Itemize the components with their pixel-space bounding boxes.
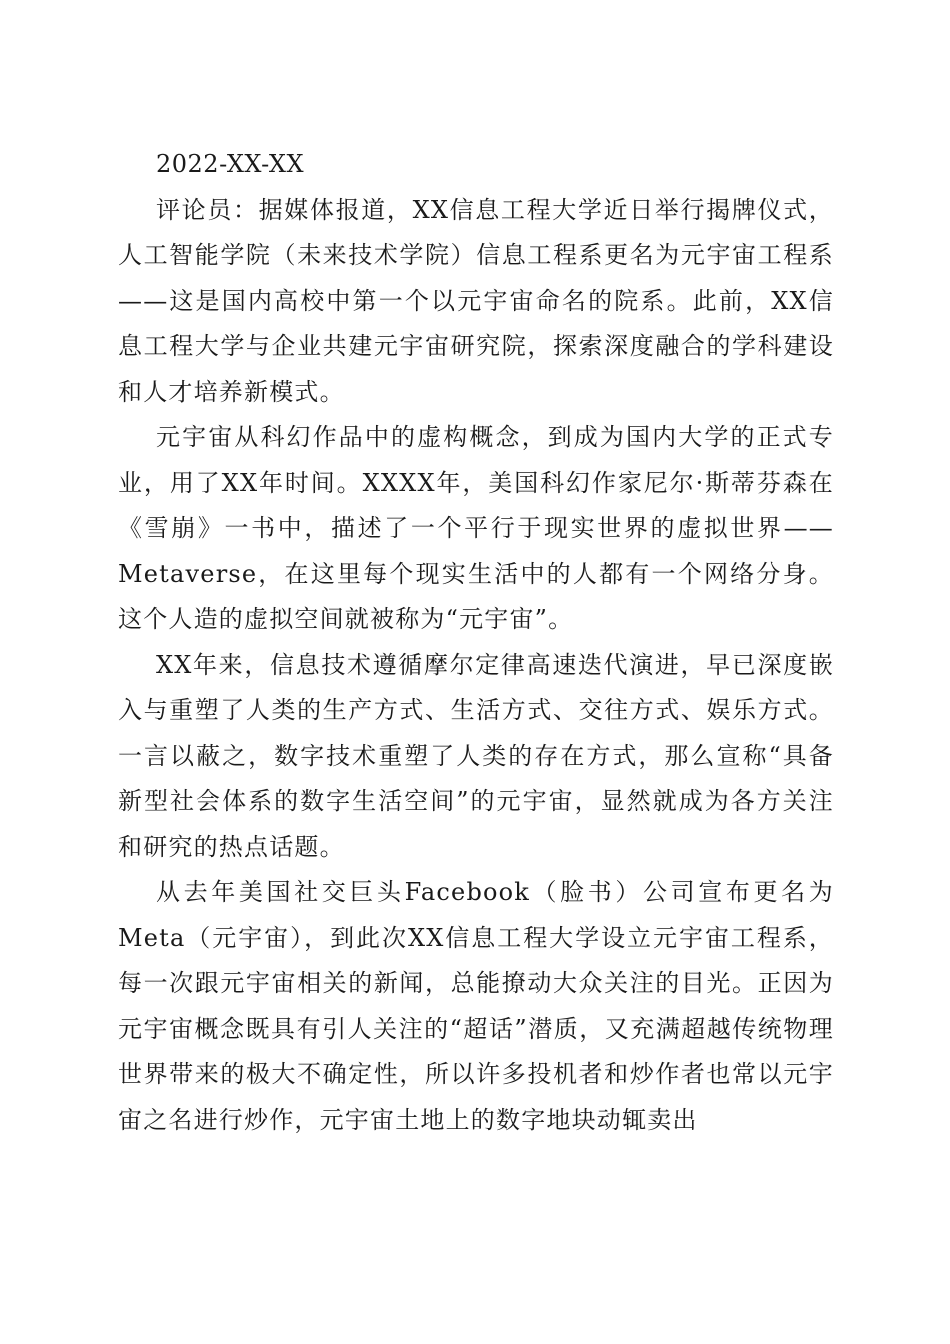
paragraph-2: 元宇宙从科幻作品中的虚构概念，到成为国内大学的正式专业，用了XX年时间。XXXX年，美国科幻作家尼尔·斯蒂芬森在《雪崩》一书中，描述了一个平行于现实世界的虚拟世界——Metaverse，在这里每个现实生活中的人都有一个网络分身。这个人造的虚拟空间就被称为“元宇宙”。 bbox=[118, 423, 834, 633]
document-body bbox=[118, 142, 834, 1143]
document-date: 2022-XX-XX bbox=[156, 150, 305, 178]
paragraph-4: 从去年美国社交巨头Facebook（脸书）公司宣布更名为Meta（元宇宙），到此次XX信息工程大学设立元宇宙工程系，每一次跟元宇宙相关的新闻，总能撩动大众关注的目光。正因为元宇宙概念既具有引人关注的“超话”潜质，又充满超越传统物理世界带来的极大不确定性，所以许多投机者和炒作者也常以元宇宙之名进行炒作，元宇宙土地上的数字地块动辄卖出 bbox=[118, 878, 834, 1134]
paragraph-3: XX年来，信息技术遵循摩尔定律高速迭代演进，早已深度嵌入与重塑了人类的生产方式、生活方式、交往方式、娱乐方式。一言以蔽之，数字技术重塑了人类的存在方式，那么宣称“具备新型社会体系的数字生活空间”的元宇宙，显然就成为各方关注和研究的热点话题。 bbox=[118, 650, 834, 861]
paragraph-1: 评论员：据媒体报道，XX信息工程大学近日举行揭牌仪式，人工智能学院（未来技术学院）信息工程系更名为元宇宙工程系——这是国内高校中第一个以元宇宙命名的院系。此前，XX信息工程大学与企业共建元宇宙研究院，探索深度融合的学科建设和人才培养新模式。 bbox=[118, 195, 834, 406]
